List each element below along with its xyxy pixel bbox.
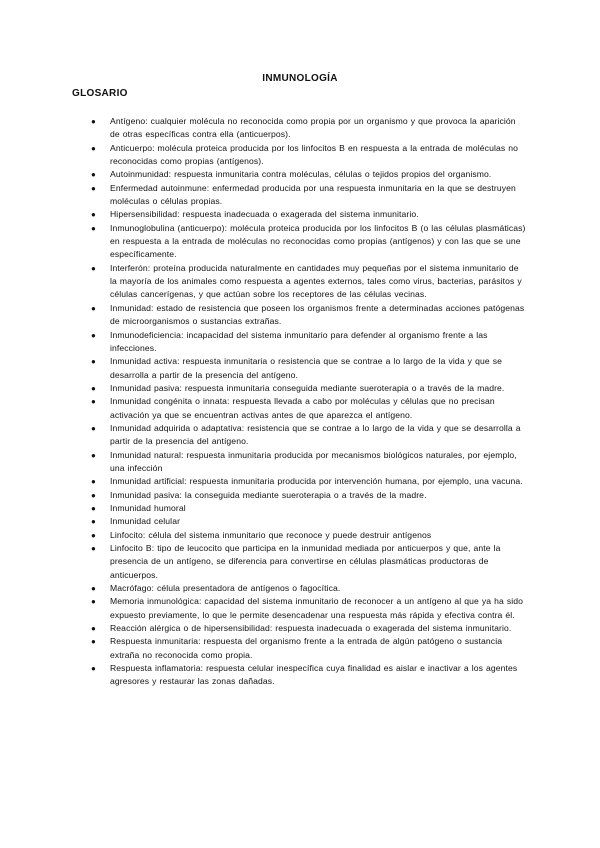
glossary-item — [72, 595, 530, 622]
glossary-item — [72, 262, 530, 302]
glossary-item-text: Inmunidad activa: respuesta inmunitaria o resistencia que se contrae a lo largo de la vida y que se desarrolla a partir de la presencia del antígeno. — [110, 356, 502, 380]
glossary-item-text: Inmunidad adquirida o adaptativa: resistencia que se contrae a lo largo de la vida y que se desarrolla a partir de la presencia del antígeno. — [110, 422, 521, 447]
glossary-item — [72, 395, 530, 422]
glossary-item — [72, 302, 530, 329]
bullet-icon: ● — [91, 423, 96, 433]
bullet-icon: ● — [91, 477, 96, 487]
glossary-item-text: Inmunidad congénita o innata: respuesta llevada a cabo por moléculas y células que no precisan activación ya que se encuentran activas antes de que aparezca el antígeno. — [110, 396, 495, 420]
glossary-item-text: Respuesta inmunitaria: respuesta del organismo frente a la entrada de algún patógeno o sustancia extraña no reconocida como propia. — [110, 636, 503, 660]
glossary-item-text: Enfermedad autoinmune: enfermedad producida por una respuesta inmunitaria en la que se destruyen moléculas o células propias. — [110, 182, 516, 207]
bullet-icon: ● — [91, 503, 96, 513]
glossary-item — [72, 542, 530, 582]
glossary-item — [72, 529, 530, 542]
glossary-item — [72, 168, 530, 181]
glossary-item — [72, 422, 530, 449]
bullet-icon: ● — [91, 517, 96, 527]
glossary-item — [72, 515, 530, 528]
bullet-icon: ● — [91, 330, 96, 340]
glossary-item-text: Macrófago: célula presentadora de antígenos o fagocítica. — [110, 583, 341, 594]
glossary-item — [72, 182, 530, 209]
bullet-icon: ● — [91, 210, 96, 220]
glossary-item — [72, 489, 530, 502]
glossary-item — [72, 635, 530, 662]
glossary-item-text: Inmunidad pasiva: la conseguida mediante sueroterapia o a través de la madre. — [110, 489, 427, 500]
bullet-icon: ● — [91, 530, 96, 540]
glossary-item-text: Linfocito: célula del sistema inmunitario que reconoce y puede destruir antígenos — [110, 529, 432, 540]
glossary-item — [72, 475, 530, 488]
bullet-icon: ● — [91, 223, 96, 233]
glossary-item-text: Inmunidad pasiva: respuesta inmunitaria conseguida mediante sueroterapia o a través de la madre. — [110, 382, 505, 393]
document-title: INMUNOLOGÍA — [262, 73, 338, 84]
glossary-item — [72, 355, 530, 382]
glossary-item-text: Inmunoglobulina (anticuerpo): molécula proteica producida por los linfocitos B (o las células plasmáticas) en respuesta a la entrada de moléculas no reconocidas como propias (antígenos) y con las que se une específicamente. — [110, 222, 526, 260]
glossary-item — [72, 582, 530, 595]
glossary-item-text: Inmunidad artificial: respuesta inmunitaria producida por intervención humana, por ejemplo, una vacuna. — [110, 476, 523, 487]
bullet-icon: ● — [91, 490, 96, 500]
glossary-item — [72, 622, 530, 635]
bullet-icon: ● — [91, 383, 96, 393]
bullet-icon: ● — [91, 303, 96, 313]
glossary-item-text: Anticuerpo: molécula proteica producida por los linfocitos B en respuesta a la entrada de moléculas no reconocidas como propias (antígenos). — [110, 142, 518, 167]
glossary-item-text: Linfocito B: tipo de leucocito que participa en la inmunidad mediada por anticuerpos y que, ante la presencia de un antígeno, se diferencia para convertirse en células plasmáticas productoras de anticuerpos. — [110, 543, 501, 580]
bullet-icon: ● — [91, 637, 96, 647]
glossary-list — [72, 115, 530, 689]
glossary-item — [72, 222, 530, 262]
bullet-icon: ● — [91, 170, 96, 180]
bullet-icon: ● — [91, 544, 96, 553]
bullet-icon: ● — [91, 143, 96, 153]
glossary-item-text: Autoinmunidad: respuesta inmunitaria contra moléculas, células o tejidos propios del organismo. — [110, 169, 492, 180]
glossary-item — [72, 502, 530, 515]
bullet-icon: ● — [91, 117, 96, 126]
bullet-icon: ● — [91, 397, 96, 407]
glossary-item-text: Inmunidad natural: respuesta inmunitaria producida por mecanismos biológicos naturales, por ejemplo, una infección — [110, 449, 517, 473]
glossary-item — [72, 329, 530, 356]
bullet-icon: ● — [91, 183, 96, 193]
bullet-icon: ● — [91, 624, 96, 634]
glossary-item-text: Reacción alérgica o de hipersensibilidad: respuesta inadecuada o exagerada del sistema inmunitario. — [110, 623, 512, 634]
glossary-item-text: Hipersensibilidad: respuesta inadecuada o exagerada del sistema inmunitario. — [110, 209, 419, 220]
glossary-item — [72, 142, 530, 169]
glossary-item — [72, 115, 530, 142]
glossary-item-text: Interferón: proteína producida naturalmente en cantidades muy pequeñas por el sistema inmunitario de la mayoría de los animales como respuesta a agentes externos, tales como virus, bacterias, parásitos y células cancerígenas, y que actúan sobre los receptores de las células vecinas. — [110, 262, 522, 300]
bullet-icon: ● — [91, 597, 96, 607]
bullet-icon: ● — [91, 263, 96, 273]
glossary-item — [72, 449, 530, 476]
bullet-icon: ● — [91, 357, 96, 367]
glossary-item-text: Inmunodeficiencia: incapacidad del sistema inmunitario para defender al organismo frente a las infecciones. — [110, 329, 488, 353]
glossary-item-text: Memoria inmunológica: capacidad del sistema inmunitario de reconocer a un antígeno al que ya ha sido expuesto previamente, lo que le permite desencadenar una respuesta más rápida y efectiva contra él. — [110, 596, 524, 620]
section-heading: GLOSARIO — [72, 88, 128, 99]
glossary-item — [72, 662, 530, 689]
glossary-item-text: Respuesta inflamatoria: respuesta celular inespecífica cuya finalidad es aislar e inactivar a los agentes agresores y restaurar las zonas dañadas. — [110, 663, 518, 687]
glossary-item-text: Inmunidad humoral — [110, 502, 186, 513]
glossary-item — [72, 382, 530, 395]
glossary-item-text: Antígeno: cualquier molécula no reconocida como propia por un organismo y que provoca la aparición de otras específicas contra ella (anticuerpos). — [110, 116, 516, 140]
glossary-item-text: Inmunidad celular — [110, 516, 181, 527]
glossary-item-text: Inmunidad: estado de resistencia que poseen los organismos frente a determinadas acciones patógenas de microorganismos o sustancias extrañas. — [110, 302, 525, 327]
bullet-icon: ● — [91, 664, 96, 674]
bullet-icon: ● — [91, 450, 96, 460]
glossary-item — [72, 208, 530, 221]
bullet-icon: ● — [91, 584, 96, 594]
